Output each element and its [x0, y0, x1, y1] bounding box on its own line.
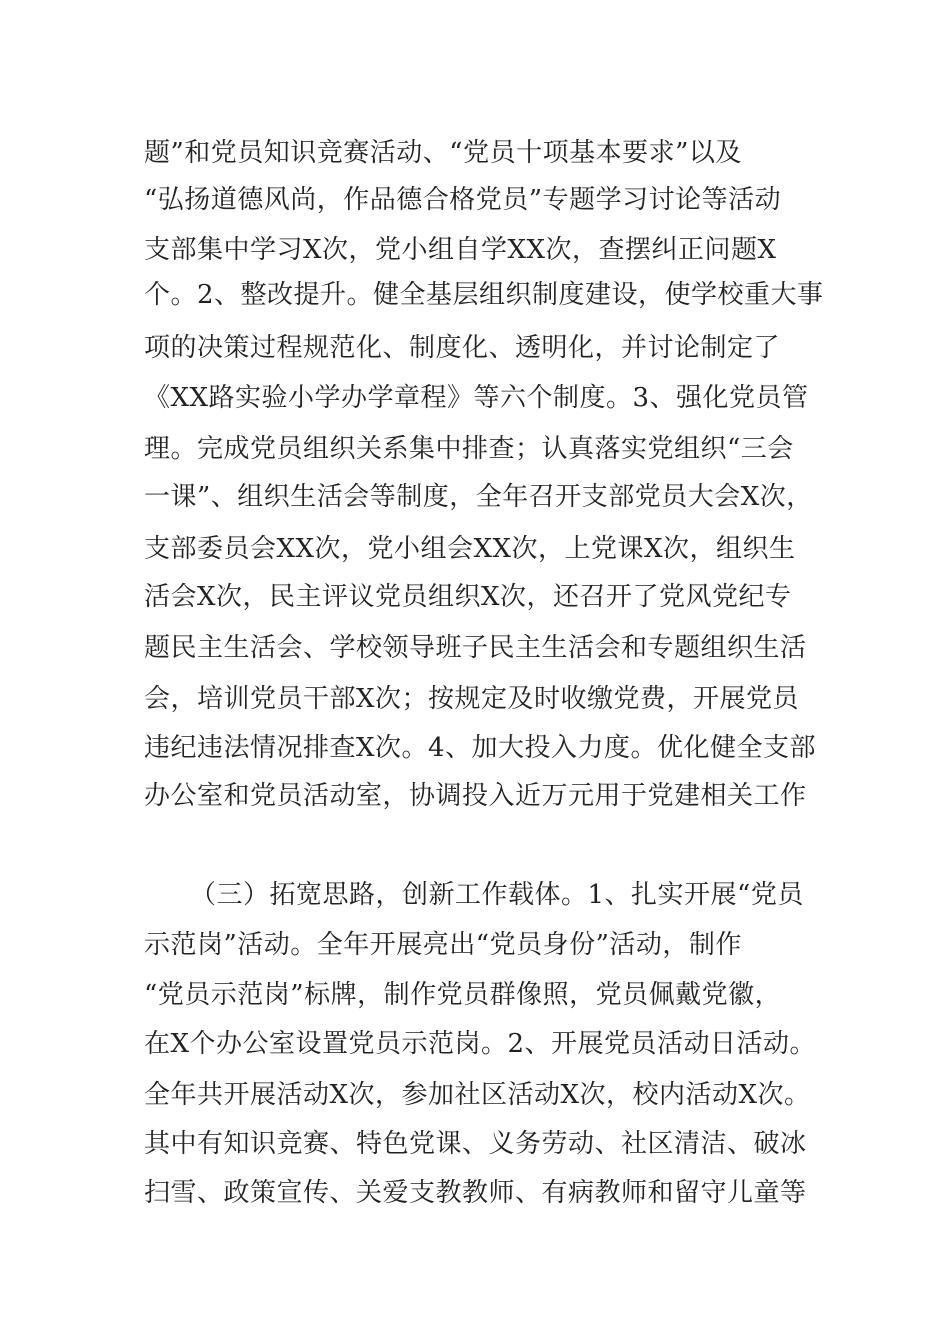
paragraph-1-line-5: 项的决策过程规范化、制度化、透明化，并讨论制定了 — [144, 333, 781, 363]
paragraph-1-line-8: 一课”、组织生活会等制度，全年召开支部党员大会X次， — [144, 482, 813, 512]
paragraph-1-line-11: 题民主生活会、学校领导班子民主生活会和专题组织生活 — [144, 633, 807, 663]
paragraph-1-line-2: “弘扬道德风尚，作品德合格党员”专题学习讨论等活动 — [144, 185, 782, 215]
paragraph-1-line-7: 理。完成党员组织关系集中排查；认真落实党组织“三会 — [144, 434, 794, 464]
paragraph-2-line-1: （三）拓宽思路，创新工作载体。1、扎实开展“党员 — [190, 880, 804, 910]
paragraph-2-line-7: 扫雪、政策宣传、关爱支教教师、有病教师和留守儿童等 — [144, 1178, 807, 1208]
paragraph-1-line-3: 支部集中学习X次，党小组自学XX次，查摆纠正问题X — [144, 235, 777, 265]
paragraph-2-line-3: “党员示范岗”标牌，制作党员群像照，党员佩戴党徽， — [144, 980, 782, 1010]
paragraph-2-line-4: 在X个办公室设置党员示范岗。2、开展党员活动日活动。 — [144, 1029, 817, 1059]
paragraph-1-line-9: 支部委员会XX次，党小组会XX次，上党课X次，组织生 — [144, 534, 796, 564]
paragraph-1-line-1: 题”和党员知识竞赛活动、“党员十项基本要求”以及 — [144, 138, 742, 168]
paragraph-1-line-12: 会，培训党员干部X次；按规定及时收缴党费，开展党员 — [144, 684, 800, 714]
paragraph-2-line-6: 其中有知识竞赛、特色党课、义务劳动、社区清洁、破冰 — [144, 1129, 807, 1159]
paragraph-1-line-10: 活会X次，民主评议党员组织X次，还召开了党风党纪专 — [144, 582, 792, 612]
paragraph-1-line-6: 《XX路实验小学办学章程》等六个制度。3、强化党员管 — [144, 383, 809, 413]
paragraph-2-line-2: 示范岗”活动。全年开展亮出“党员身份”活动，制作 — [144, 930, 742, 960]
paragraph-1-line-14: 办公室和党员活动室，协调投入近万元用于党建相关工作 — [144, 781, 807, 811]
paragraph-1-line-4: 个。2、整改提升。健全基层组织制度建设，使学校重大事 — [144, 280, 824, 310]
paragraph-2-line-5: 全年共开展活动X次，参加社区活动X次，校内活动X次。 — [144, 1080, 811, 1110]
paragraph-1-line-13: 违纪违法情况排查X次。4、加大投入力度。优化健全支部 — [144, 733, 817, 763]
